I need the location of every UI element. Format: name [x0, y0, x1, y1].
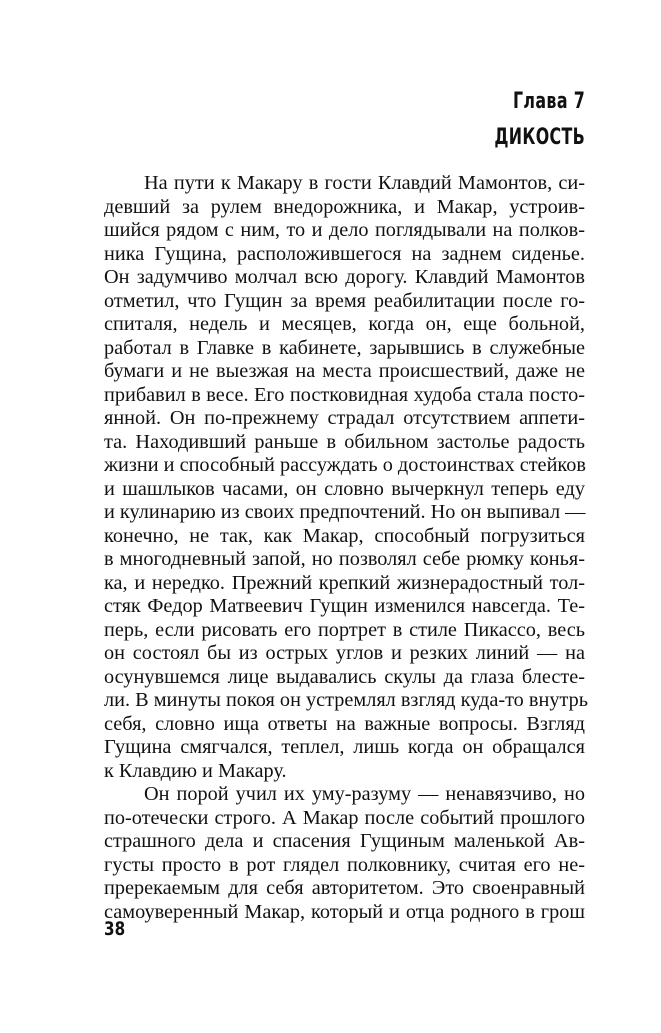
text-line: спиталя, недель и месяцев, когда он, еще больной,	[104, 313, 585, 335]
text-line: и шашлыков часами, он словно вычеркнул теперь еду	[104, 477, 585, 500]
text-line: бумаги и не выезжая на места происшествий, даже не	[104, 360, 585, 382]
text-line: Гущина смягчался, теплел, лишь когда он обращался	[104, 736, 585, 758]
text-line: пререкаемым для себя авторитетом. Это своенравный	[104, 877, 585, 899]
text-line: та. Находивший раньше в обильном застолье радость	[104, 430, 585, 453]
text-line: работал в Главке в кабинете, зарывшись в служебные	[104, 336, 585, 359]
text-line: отметил, что Гущин за время реабилитации после го-	[104, 289, 585, 312]
page-number: 38	[104, 918, 126, 940]
text-line: самоуверенный Макар, который и отца родного в грош	[104, 900, 585, 923]
text-line: перь, если рисовать его портрет в стиле Пикассо, весь	[104, 618, 585, 641]
chapter-number: Глава 7	[512, 89, 585, 114]
chapter-title: ДИКОСТЬ	[494, 125, 585, 150]
text-line: в многодневный запой, но позволял себе рюмку конья-	[104, 548, 585, 570]
text-line: ника Гущина, расположившегося на заднем сиденье.	[104, 242, 585, 265]
text-line: осунувшемся лице выдавались скулы да глаза блесте-	[104, 665, 585, 688]
text-line: прибавил в весе. Его постковидная худоба стала посто-	[104, 383, 585, 406]
text-line: страшного дела и спасения Гущиным маленькой Ав-	[104, 830, 585, 852]
text-line: На пути к Макару в гости Клавдий Мамонтов, си-	[144, 172, 585, 194]
text-line: по-отечески строго. А Макар после событий прошлого	[104, 806, 585, 829]
text-line: шийся рядом с ним, то и дело поглядывали на полков-	[104, 219, 585, 241]
text-line: янной. Он по-прежнему страдал отсутствием аппети-	[104, 407, 585, 429]
text-line: ли. В минуты покоя он устремлял взгляд куда-то внутрь	[104, 689, 588, 711]
text-line: и кулинарию из своих предпочтений. Но он выпивал —	[104, 501, 586, 523]
text-line: стяк Федор Матвеевич Гущин изменился навсегда. Те-	[104, 595, 585, 617]
text-line: себя, словно ища ответы на важные вопросы. Взгляд	[104, 712, 585, 735]
body-text	[104, 172, 588, 924]
text-line: густы просто в рот глядел полковнику, считая его не-	[104, 853, 585, 876]
text-line: жизни и способный рассуждать о достоинствах стейков	[104, 454, 586, 476]
chapter-header	[494, 84, 585, 156]
text-line: Он порой учил их уму-разуму — ненавязчиво, но	[144, 783, 585, 805]
text-line: к Клавдию и Макару.	[104, 759, 287, 782]
text-line: он состоял бы из острых углов и резких линий — на	[104, 642, 585, 664]
text-line: ка, и нередко. Прежний крепкий жизнерадостный тол-	[104, 571, 585, 594]
text-line: конечно, не так, как Макар, способный погрузиться	[104, 524, 585, 547]
text-line: Он задумчиво молчал всю дорогу. Клавдий Мамонтов	[104, 266, 585, 288]
text-line: девший за рулем внедорожника, и Макар, устроив-	[104, 195, 585, 218]
